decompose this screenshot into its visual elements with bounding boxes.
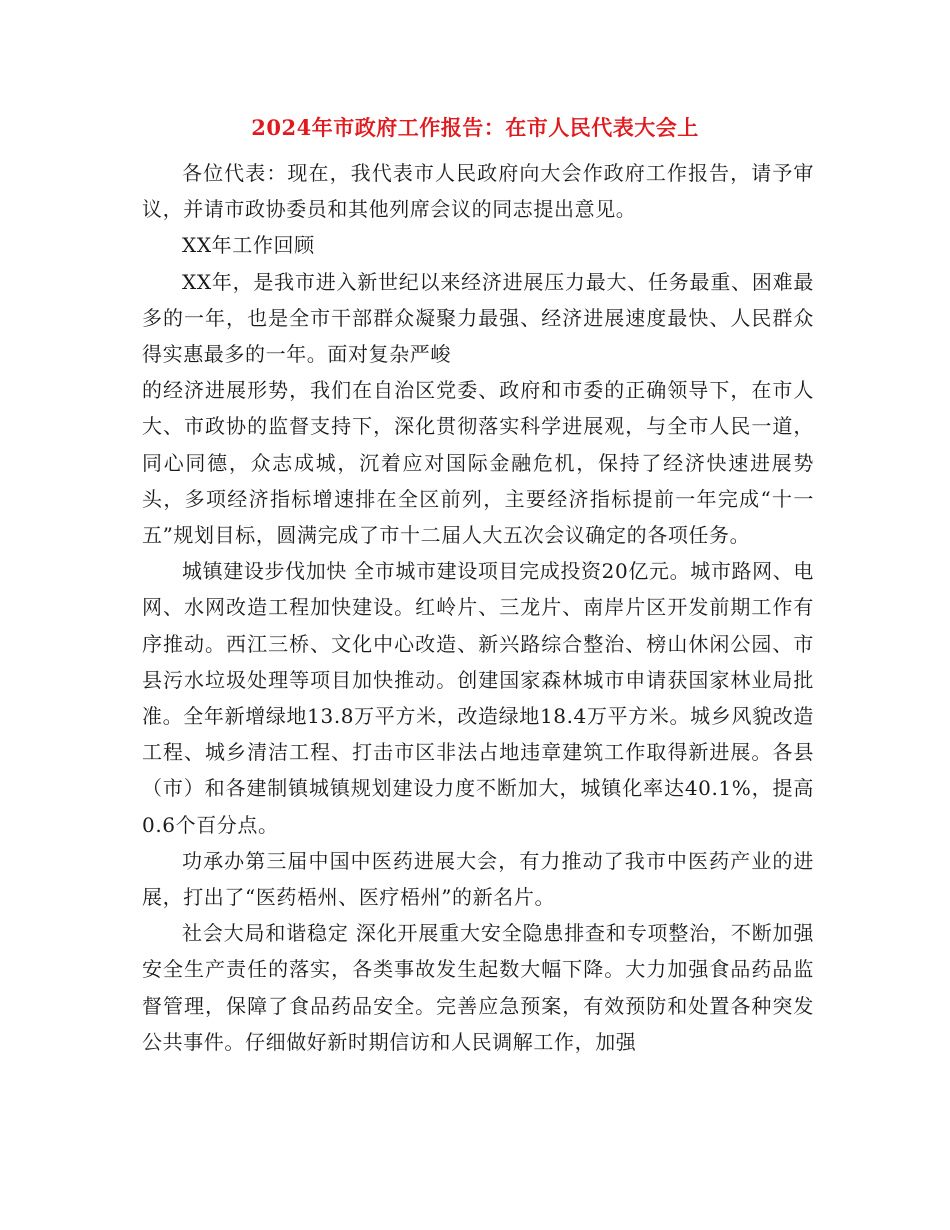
paragraph-urban-construction: 城镇建设步伐加快 全市城市建设项目完成投资20亿元。城市路网、电网、水网改造工程加快建设。红岭片、三龙片、南岸片区开发前期工作有序推动。西江三桥、文化中心改造、新兴路综合整治、榜山休闲公园、市县污水垃圾处理等项目加快推动。创建国家森林城市申请获国家林业局批准。全年新增绿地13.8万平方米，改造绿地18.4万平方米。城乡风貌改造工程、城乡清洁工程、打击市区非法占地违章建筑工作取得新进展。各县（市）和各建制镇城镇规划建设力度不断加大，城镇化率达40.1%，提高0.6个百分点。 [142,559,814,837]
paragraph-medicine-conference: 功承办第三届中国中医药进展大会，有力推动了我市中医药产业的进展，打出了“医药梧州、医疗梧州”的新名片。 [142,848,814,910]
document-body [142,155,814,1060]
paragraph-review-continued: 的经济进展形势，我们在自治区党委、政府和市委的正确领导下，在市人大、市政协的监督支持下，深化贯彻落实科学进展观，与全市人民一道，同心同德，众志成城，沉着应对国际金融危机，保持了经济快速进展势头，多项经济指标增速排在全区前列，主要经济指标提前一年完成“十一五”规划目标，圆满完成了市十二届人大五次会议确定的各项任务。 [142,378,814,548]
paragraph-social-stability: 社会大局和谐稳定 深化开展重大安全隐患排查和专项整治，不断加强安全生产责任的落实，各类事故发生起数大幅下降。大力加强食品药品监督管理，保障了食品药品安全。完善应急预案，有效预防和处置各种突发公共事件。仔细做好新时期信访和人民调解工作，加强 [142,921,814,1054]
paragraph-review-intro: XX年，是我市进入新世纪以来经济进展压力最大、任务最重、困难最多的一年，也是全市干部群众凝聚力最强、经济进展速度最快、人民群众得实惠最多的一年。面对复杂严峻 [142,269,814,367]
section-heading: XX年工作回顾 [182,233,315,258]
paragraph-greeting: 各位代表：现在，我代表市人民政府向大会作政府工作报告，请予审议，并请市政协委员和其他列席会议的同志提出意见。 [142,161,814,222]
document-title: 2024年市政府工作报告：在市人民代表大会上 [251,115,699,140]
